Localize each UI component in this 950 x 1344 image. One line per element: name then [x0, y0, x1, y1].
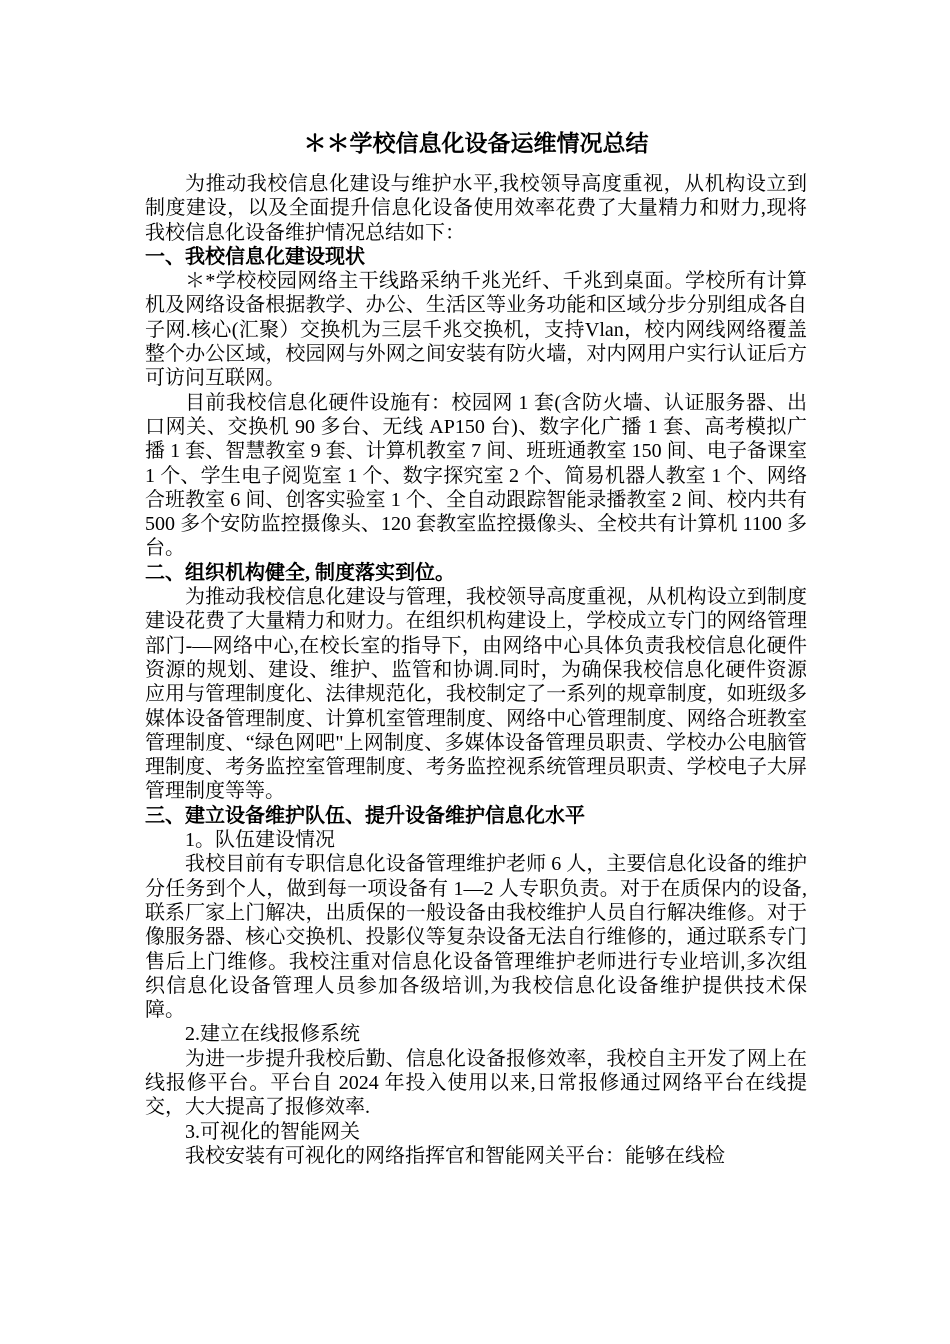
intro-paragraph: 为推动我校信息化建设与维护水平,我校领导高度重视，从机构设立到制度建设，以及全面提升信息化设备使用效率花费了大量精力和财力,现将我校信息化设备维护情况总结如下：	[145, 173, 807, 244]
section-1-heading: 一、我校信息化建设现状	[145, 245, 365, 268]
section-1-paragraph-2: 目前我校信息化硬件设施有：校园网 1 套(含防火墙、认证服务器、出口网关、交换机 90 多台、无线 AP150 台)、数字化广播 1 套、高考模拟广播 1 套、智慧教室 9 套、计算机教室 7 间、班班通教室 150 间、电子备课室 1 个、学生电子阅览室 1 个、数字探究室 2 个、简易机器人教室 1 个、网络合班教室 6 间、创客实验室 1 个、全自动跟踪智能录播教室 2 间、校内共有 500 多个安防监控摄像头、120 套教室监控摄像头、全校共有计算机 1100 多台。	[145, 391, 807, 560]
subsection-2-paragraph: 为进一步提升我校后勤、信息化设备报修效率，我校自主开发了网上在线报修平台。平台自 2024 年投入使用以来,日常报修通过网络平台在线提交，大大提高了报修效率.	[145, 1047, 807, 1119]
subsection-1-paragraph: 我校目前有专职信息化设备管理维护老师 6 人，主要信息化设备的维护分任务到个人，做到每一项设备有 1—2 人专职负责。对于在质保内的设备,联系厂家上门解决，出质保的一般设备由我校维护人员自行解决维修。对于像服务器、核心交换机、投影仪等复杂设备无法自行维修的，通过联系专门售后上门维修。我校注重对信息化设备管理维护老师进行专业培训,多次组织信息化设备管理人员参加各级培训,为我校信息化设备维护提供技术保障。	[145, 853, 807, 1022]
section-2-heading: 二、组织机构健全, 制度落实到位。	[145, 561, 455, 584]
document-title: ＊＊学校信息化设备运维情况总结	[303, 131, 649, 156]
subsection-1-heading: 1。队伍建设情况	[185, 829, 335, 852]
subsection-3-paragraph: 我校安装有可视化的网络指挥官和智能网关平台：能够在线检	[185, 1144, 725, 1167]
section-3-heading: 三、建立设备维护队伍、提升设备维护信息化水平	[145, 804, 585, 827]
document-body	[145, 130, 807, 1168]
subsection-2-heading: 2.建立在线报修系统	[185, 1023, 360, 1046]
section-2-paragraph-1: 为推动我校信息化建设与管理，我校领导高度重视，从机构设立到制度建设花费了大量精力和财力。在组织机构建设上，学校成立专门的网络管理部门-—网络中心,在校长室的指导下，由网络中心具体负责我校信息化硬件资源的规划、建设、维护、监管和协调.同时，为确保我校信息化硬件资源应用与管理制度化、法律规范化，我校制定了一系列的规章制度，如班级多媒体设备管理制度、计算机室管理制度、网络中心管理制度、网络合班教室管理制度、“绿色网吧"上网制度、多媒体设备管理员职责、学校办公电脑管理制度、考务监控室管理制度、考务监控视系统管理员职责、学校电子大屏管理制度等等。	[145, 586, 807, 803]
section-1-paragraph-1: ＊*学校校园网络主干线路采纳千兆光纤、千兆到桌面。学校所有计算机及网络设备根据教学、办公、生活区等业务功能和区域分步分别组成各自子网.核心(汇聚）交换机为三层千兆交换机，支持Vlan，校内网线网络覆盖整个办公区域，校园网与外网之间安装有防火墙，对内网用户实行认证后方可访问互联网。	[145, 270, 807, 390]
subsection-3-heading: 3.可视化的智能网关	[185, 1120, 360, 1143]
